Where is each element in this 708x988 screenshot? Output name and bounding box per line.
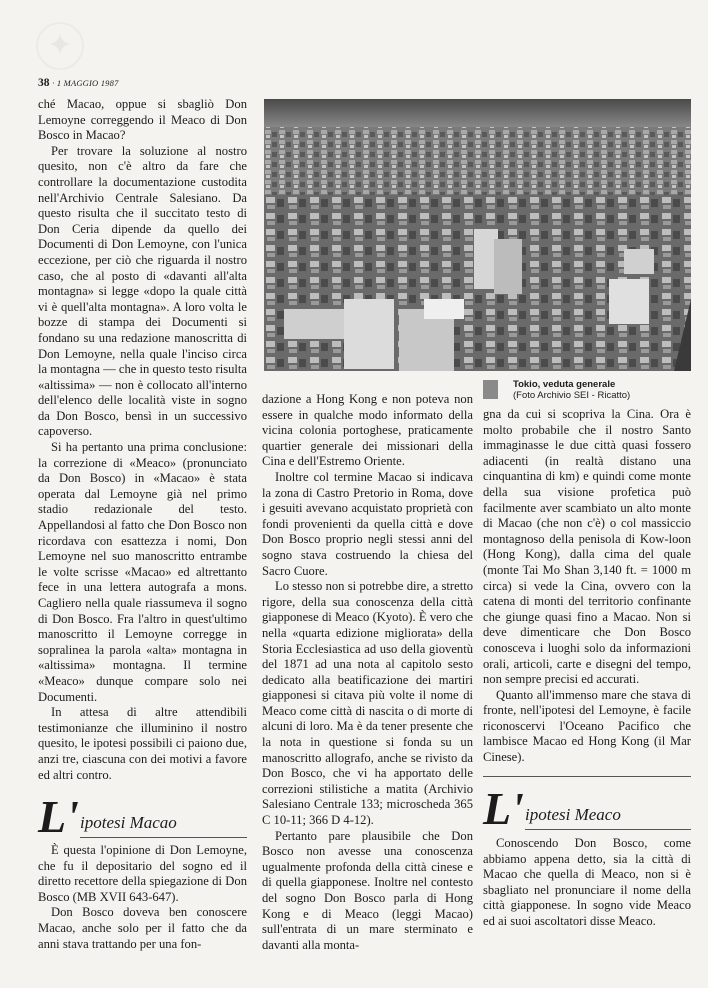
page-header — [38, 77, 119, 89]
section-initial: L' — [483, 783, 524, 834]
column-1 — [38, 97, 247, 783]
paragraph: Don Bosco doveva ben conoscere Macao, anche solo per il fatto che da anni stava trattando per una fon- — [38, 905, 247, 951]
column-3-continued — [483, 836, 691, 930]
caption-title: Tokio, veduta generale — [513, 379, 616, 390]
paragraph: Quanto all'immenso mare che stava di fronte, nell'ipotesi del Lemoyne, è facile riconoscervi l'Oceano Pacifico che lambisce Macao ed Hong Kong (il Mar Cinese). — [483, 687, 691, 765]
paragraph: Si ha pertanto una prima conclusione: la correzione di «Meaco» (pronunciato da Don Bosco) in «Macao» è stata operata dal Lemoyne già nel primo stadio redazionale del testo. Appellandosi al fatto che Don Bosco non ricordava con esattezza i nomi, Don Lemoyne nel suo manoscritto entrambe le volte scrisse «Macao» ed altrettanto fece in una lettera autografa a mons. Cagliero nella quale riassumeva il sogno di Don Bosco. Fra l'altro in quest'ultimo manoscritto il Lemoyne corregge in sopralinea la parola «alta» montagna in «altissima» montagna. Il termine «Meaco» dunque compare solo nei Documenti. — [38, 440, 247, 704]
section-initial: L' — [38, 791, 79, 842]
faded-stamp-mark: ✦ — [36, 22, 84, 70]
section-title: ipotesi Macao — [80, 813, 177, 832]
section-heading-meaco — [483, 785, 691, 833]
paragraph: Per trovare la soluzione al nostro quesito, non c'è altro da fare che controllare la documentazione custodita nell'Archivio Centrale Salesiano. Da questo risulta che il succitato testo di Don Ceria dipende da quello dei Documenti di Don Lemoyne, con l'unica eccezione, per ciò che riguarda il nostro caso, che al posto di «davanti all'alta montagna» si legge «dopo la quale città vi è quell'alta montagna». A loro volta le bozze di stampa dei Documenti si fondano su una redazione manoscritta di Don Lemoyne, nella quale l'inciso circa la montagna — che in questo testo risulta «altissima» — non è collocato all'interno dell'elenco delle località viste in sogno da Don Bosco, bensì in un successivo capoverso. — [38, 143, 247, 439]
caption-credit: (Foto Archivio SEI - Ricatto) — [513, 390, 631, 401]
paragraph: È questa l'opinione di Don Lemoyne, che fu il depositario del sogno ed il diretto recettore della spiegazione di Don Bosco (MB XVII 643-647). — [38, 843, 247, 904]
paragraph: In attesa di altre attendibili testimonianze che illuminino il nostro quesito, le ipotesi possibili ci paiono due, anzi tre, ciascuna con dei motivi a favore ed altri contro. — [38, 705, 247, 782]
column-divider-rule — [483, 776, 691, 777]
paragraph: Pertanto pare plausibile che Don Bosco non avesse una conoscenza ugualmente profonda della città cinese e di quella giapponese. Inoltre nel contesto del sogno Don Bosco parla di Hong Kong e di Meaco (leggi Macao) sull'entrata di un mare sterminato e davanti alla monta- — [262, 828, 473, 952]
section-title: ipotesi Meaco — [525, 805, 621, 824]
section-heading-macao — [38, 793, 247, 841]
paragraph: ché Macao, oppue si sbagliò Don Lemoyne correggendo il Meaco di Don Bosco in Macao? — [38, 97, 247, 143]
caption-marker — [483, 380, 498, 399]
column-3 — [483, 407, 691, 766]
paragraph: gna da cui si scopriva la Cina. Ora è molto probabile che il nostro Santo immaginasse le due città quasi fossero adiacenti (in realtà distano una cinquantina di km) e quindi come monte della sua visione profetica può facilmente aver scambiato un alto monte di Macao (che non c'è) o col massiccio montagnoso della penisola di Kow-loon (Hong Kong), dalla cima del quale (monte Tai Mo Shan 3,140 ft. = 1000 m circa) si vede la Cina, ovvero con la catena di monti del territorio confinante che giunge quasi fino a Macao. Non si deve dimenticare che Don Bosco conosceva i luoghi solo da informazioni orali, articoli, carte e disegni del tempo, non sempre precisi ed accurati. — [483, 407, 691, 687]
column-1-continued — [38, 843, 247, 952]
paragraph: Inoltre col termine Macao si indicava la zona di Castro Pretorio in Roma, dove i gesuiti avevano acquistato proprietà con fondi provenienti da quella città e dove Don Bosco proprio negli stessi anni del sogno stava costruendo la chiesa del Sacro Cuore. — [262, 469, 473, 578]
issue-date: · 1 MAGGIO 1987 — [52, 78, 119, 88]
section-rule — [525, 829, 691, 830]
page-number: 38 — [38, 77, 50, 89]
city-aerial-photo — [264, 99, 691, 371]
paragraph: Lo stesso non si potrebbe dire, a stretto rigore, della sua conoscenza della città giapponese di Meaco (Kyoto). È vero che nella «quarta edizione migliorata» della Storia Ecclesiastica ad uso della gioventù del 1871 ad una nota al capitolo sesto dedicato alla beatificazione dei martiri giapponesi si citava più volte il nome di Meaco come città di nascita o di morte di alcuni di loro. Ma è da tener presente che la nota in questione si fonda su un manoscritto allografo, anche se rivisto da Don Bosco, che vi ha apportato delle correzioni stilistiche a matita (Archivio Salesiano Centrale 133; microscheda 365 C 10-11; 366 D 4-12). — [262, 579, 473, 828]
paragraph: dazione a Hong Kong e non poteva non essere in qualche modo informato della vicina colonia portoghese, praticamente quartier generale dei missionari della Cina e dell'Estremo Oriente. — [262, 392, 473, 469]
section-rule — [80, 837, 247, 838]
column-2 — [262, 392, 473, 953]
paragraph: Conoscendo Don Bosco, come abbiamo appena detto, sia la città di Macao che quella di Meaco, non si è sbagliato nel pronunciare il nome della città giapponese. In sogno vide Meaco ed ai suoi ascoltatori disse Meaco. — [483, 836, 691, 928]
